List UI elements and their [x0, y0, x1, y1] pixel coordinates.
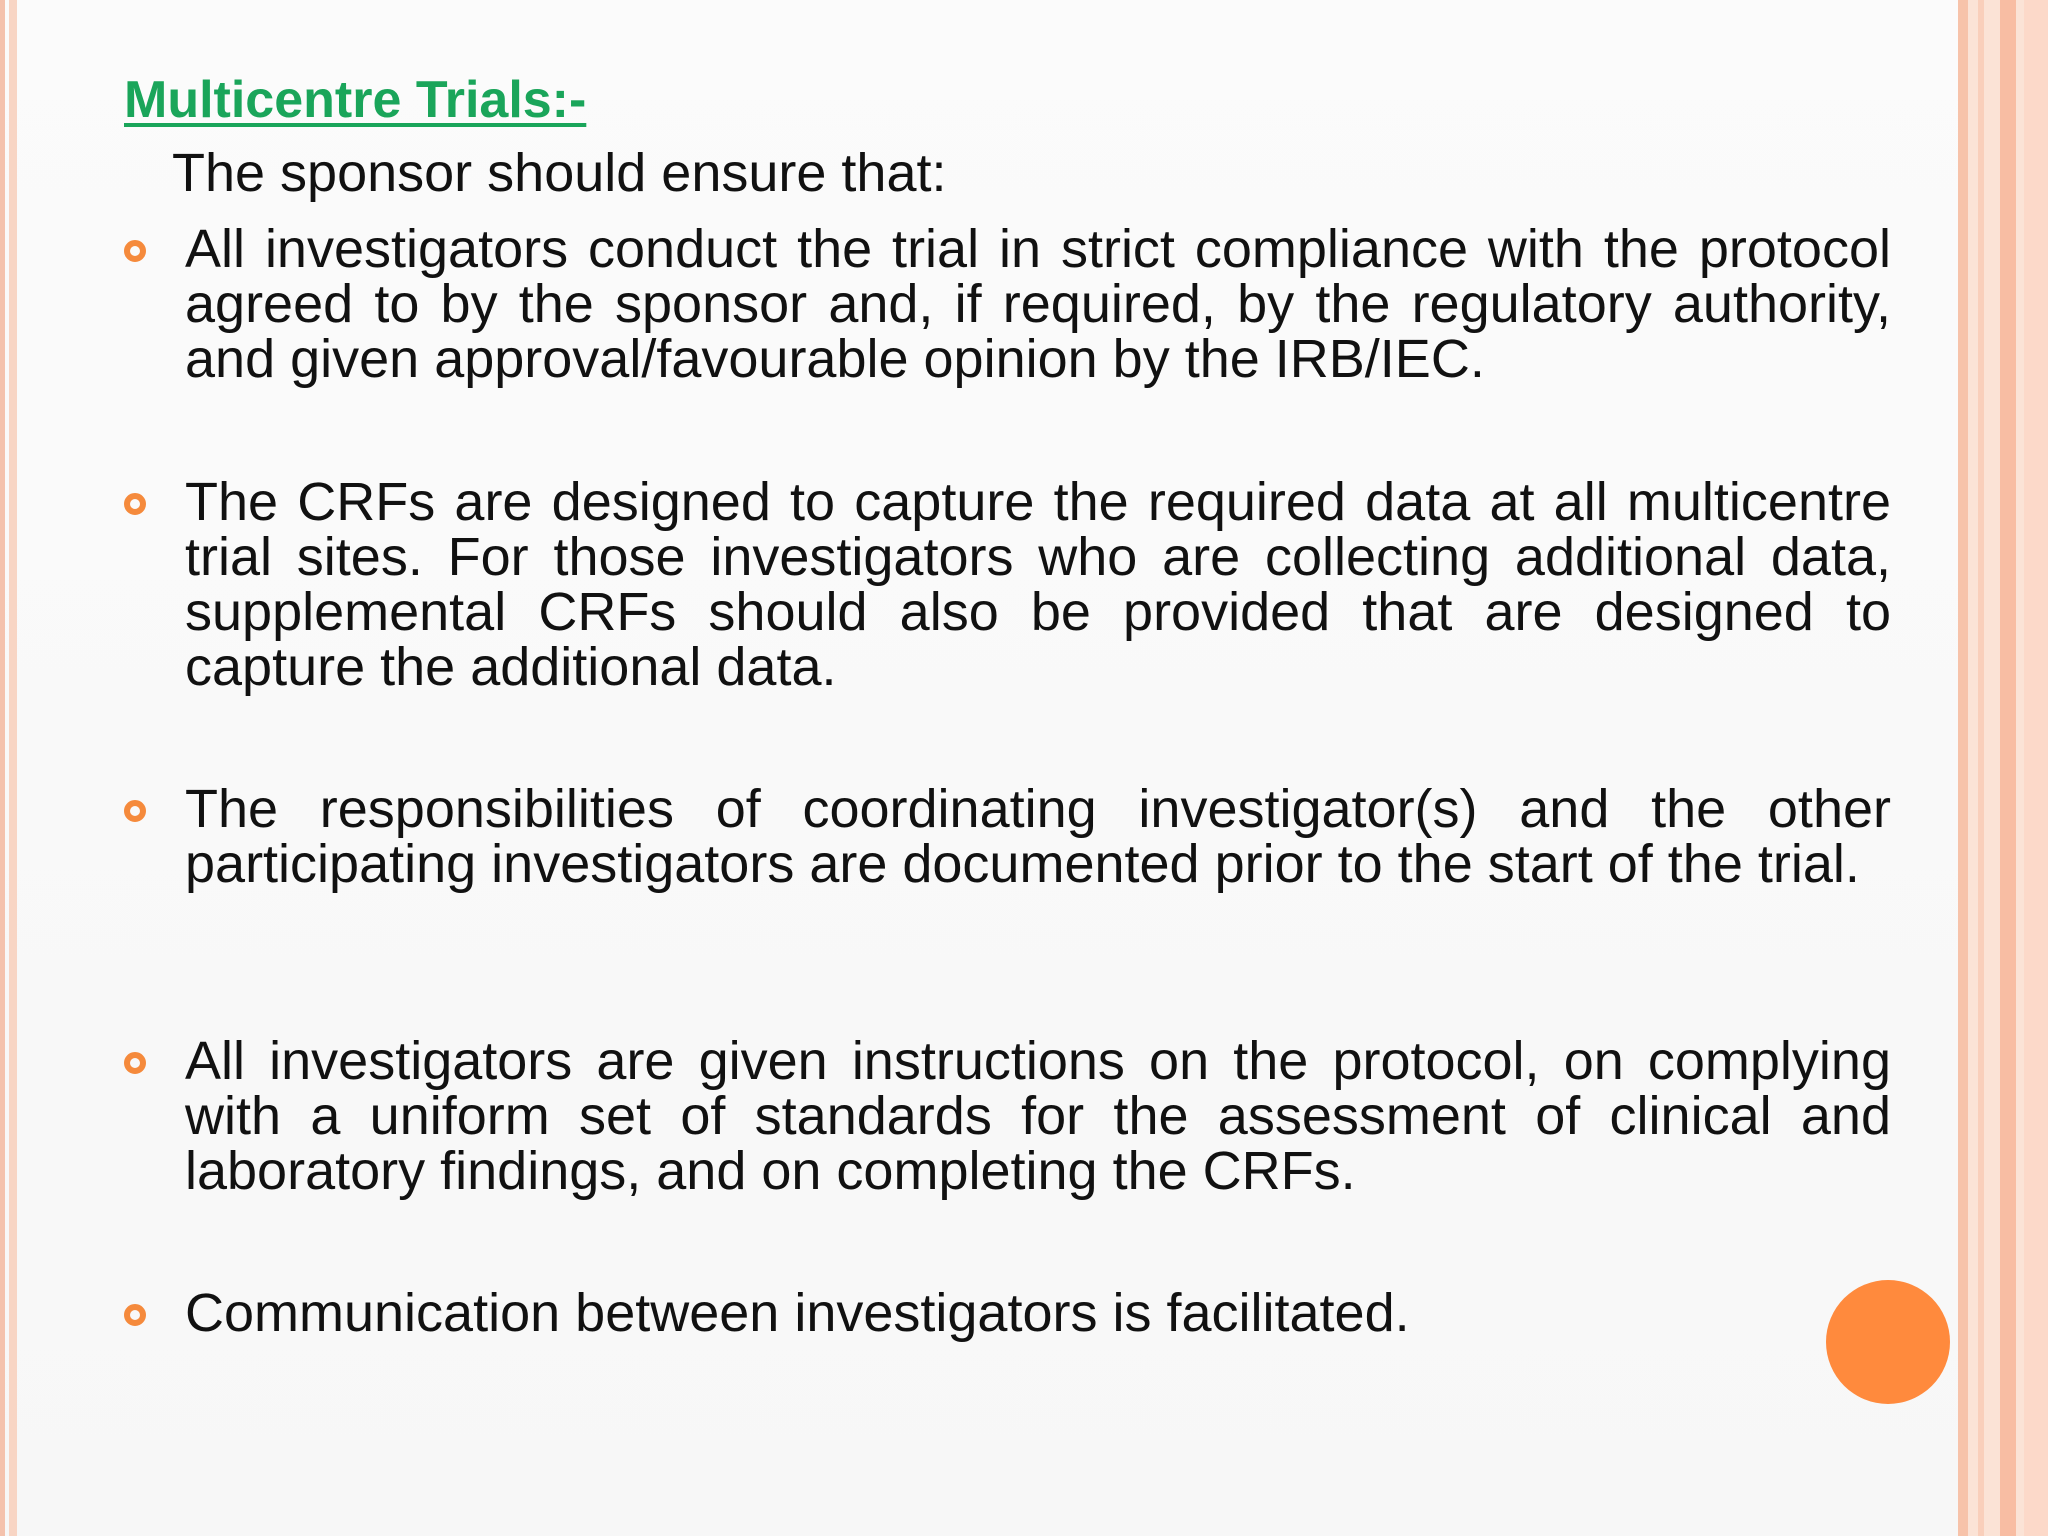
bullet-text: All investigators are given instructions on the protocol, on complying with a uniform set of standards for the assessment of clinical and laboratory findings, and on completing the CRFs. — [185, 1031, 1891, 1201]
left-decorative-stripe — [0, 0, 5, 1536]
left-decorative-stripe — [9, 0, 17, 1536]
ring-bullet-icon — [124, 1304, 146, 1326]
bullet-text: The CRFs are designed to capture the required data at all multicentre trial sites. For those investigators who are collecting additional data, supplemental CRFs should also be provided that are designed to capture the additional data. — [185, 472, 1891, 697]
intro-text: The sponsor should ensure that: — [172, 143, 947, 203]
right-decorative-stripe — [2000, 0, 2016, 1536]
slide-title: Multicentre Trials:- — [124, 71, 587, 129]
ring-bullet-icon — [124, 493, 146, 515]
ring-bullet-icon — [124, 240, 146, 262]
right-decorative-stripe — [2024, 0, 2048, 1536]
bullet-text: The responsibilities of coordinating investigator(s) and the other participating investigators are documented prior to the start of the trial. — [185, 779, 1891, 894]
right-decorative-stripe — [1958, 0, 1968, 1536]
ring-bullet-icon — [124, 800, 146, 822]
bullet-text: Communication between investigators is facilitated. — [185, 1283, 1410, 1343]
ring-bullet-icon — [124, 1052, 146, 1074]
right-decorative-stripe — [1978, 0, 1984, 1536]
bullet-text: All investigators conduct the trial in strict compliance with the protocol agreed to by the sponsor and, if required, by the regulatory authority, and given approval/favourable opinion by the IRB/IEC. — [185, 219, 1891, 389]
